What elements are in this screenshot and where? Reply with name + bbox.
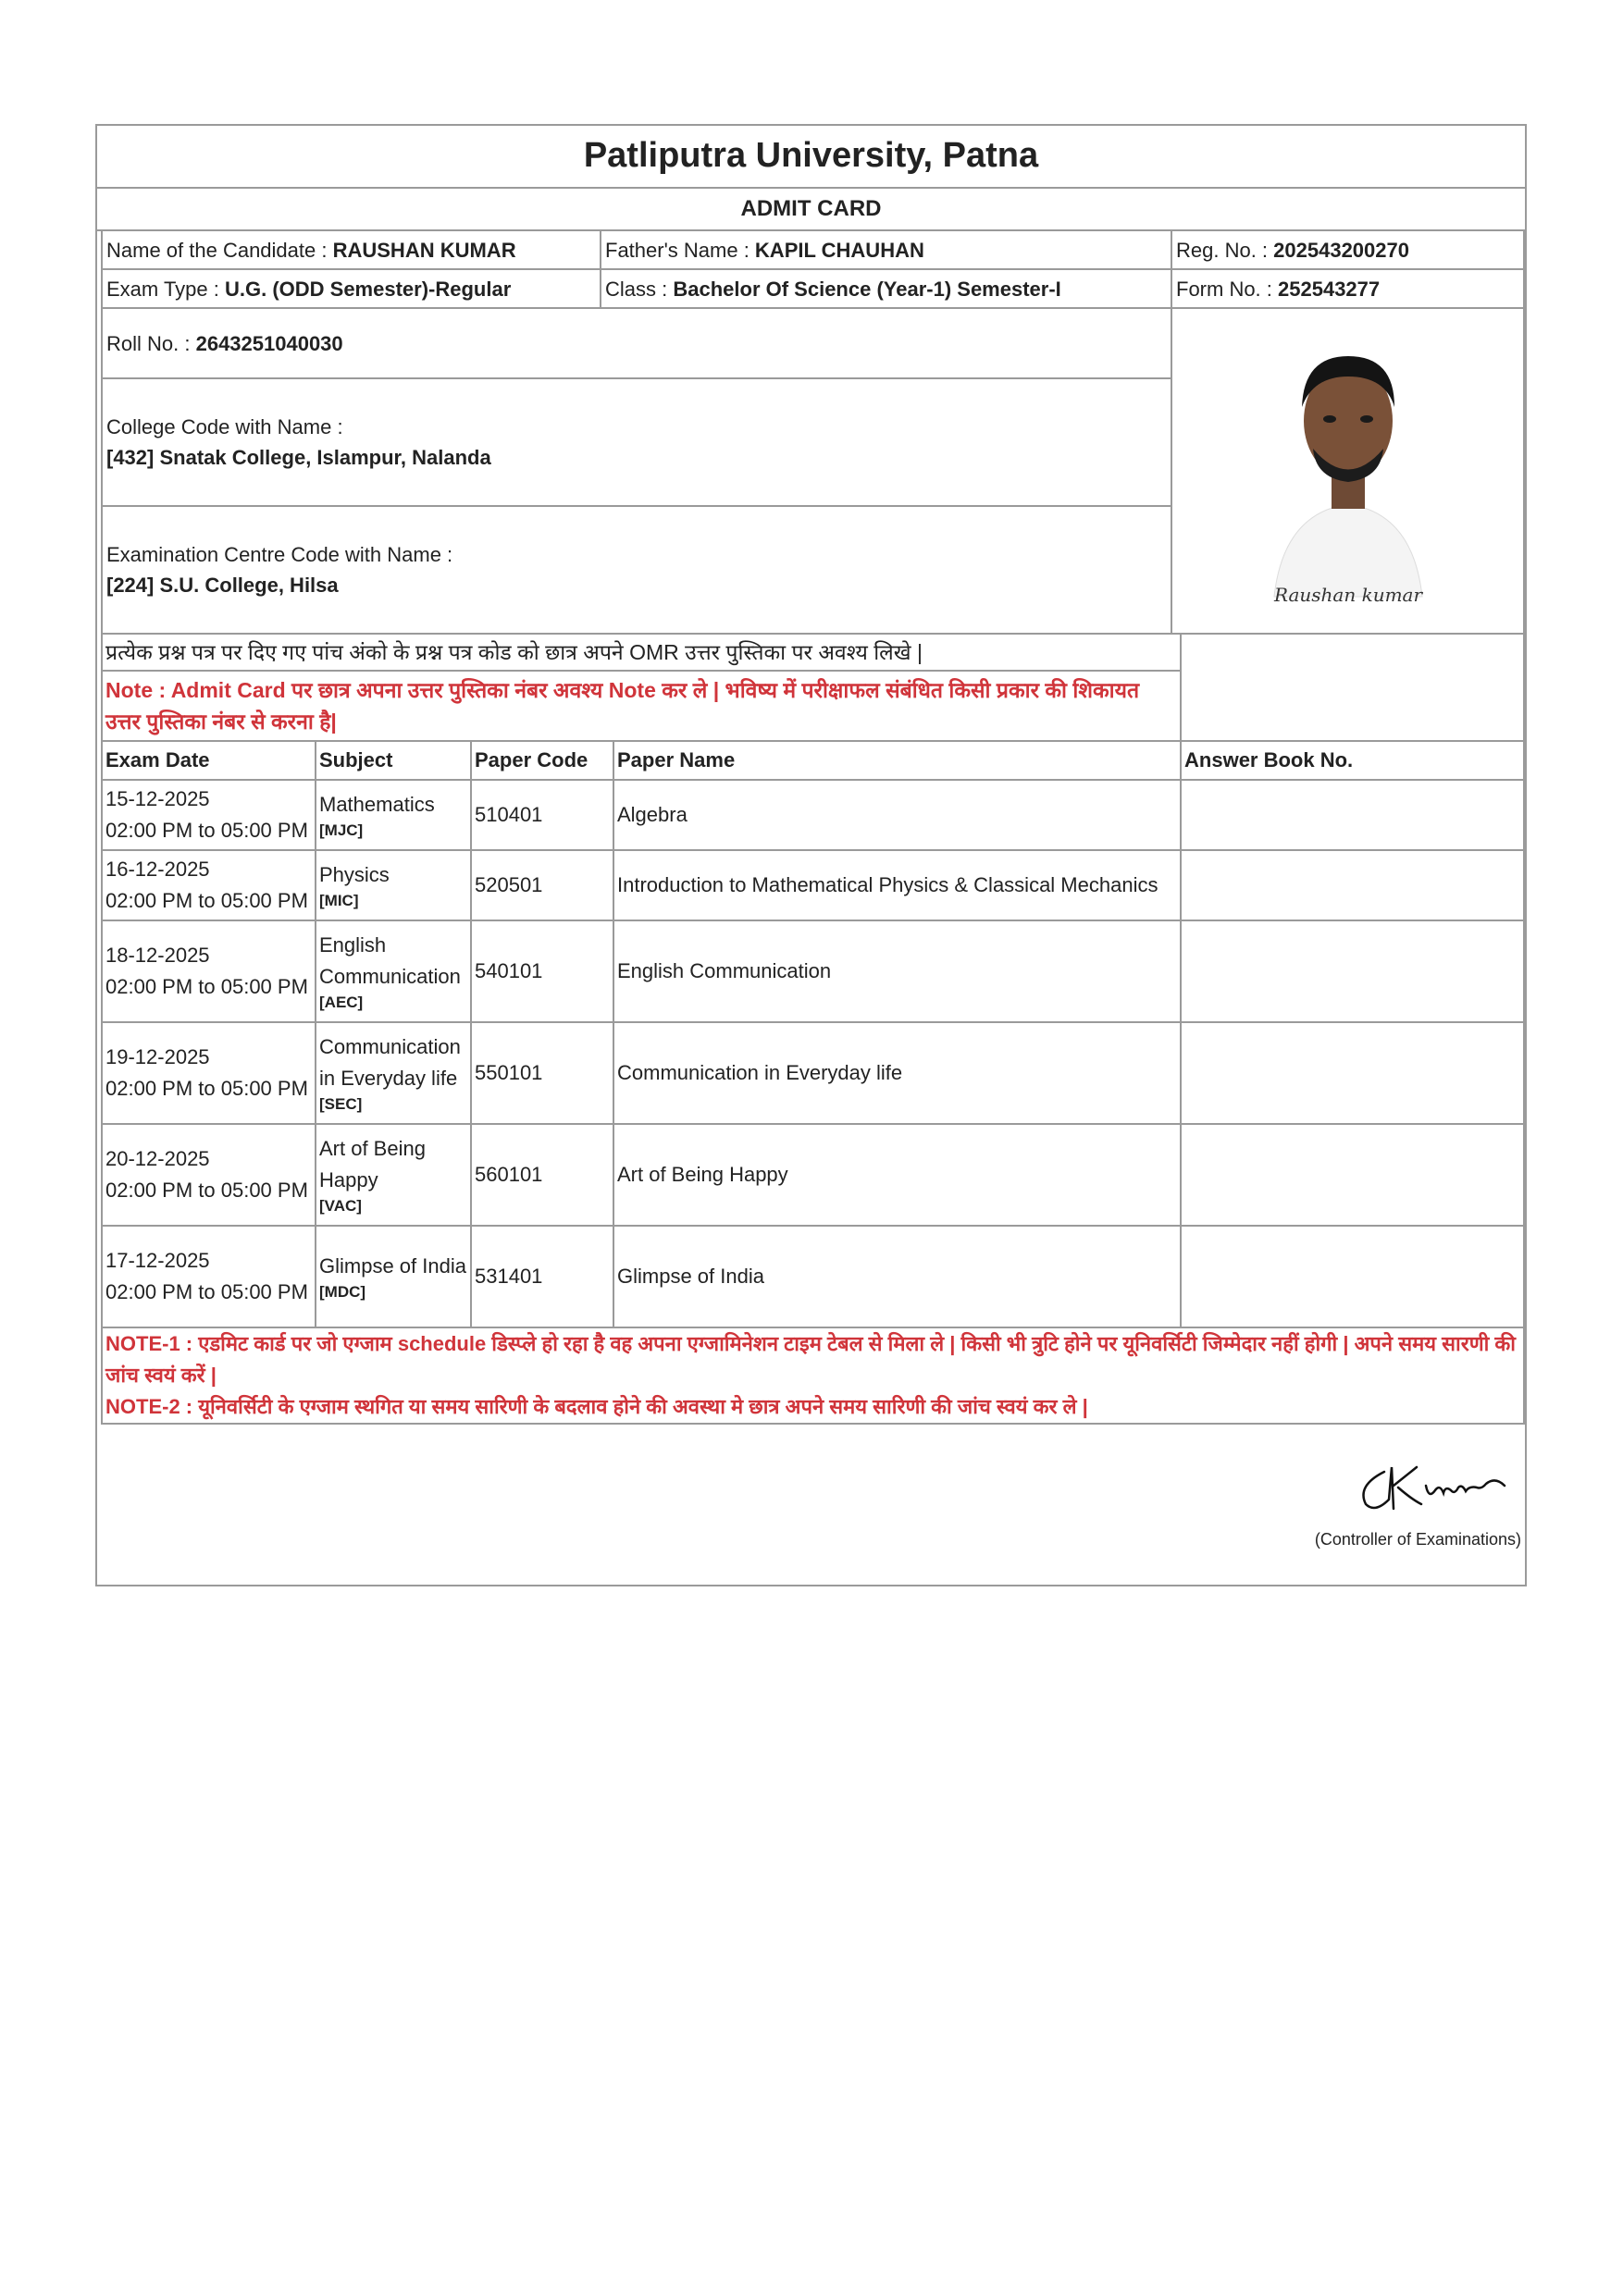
notes-cell — [102, 1327, 1524, 1424]
table-row — [102, 1022, 1524, 1124]
subject-cell — [316, 1226, 471, 1327]
exam-date: 17-12-2025 — [105, 1249, 210, 1272]
answer-book-note: Note : Admit Card पर छात्र अपना उत्तर पुस्तिका नंबर अवश्य Note कर ले | भविष्य में परीक्षाफल संबंधित किसी प्रकार की शिकायत उत्तर पुस्तिका नंबर से करना है| — [102, 671, 1181, 741]
candidate-name: RAUSHAN KUMAR — [332, 238, 516, 262]
exam-time: 02:00 PM to 05:00 PM — [105, 889, 308, 912]
candidate-details — [101, 229, 1523, 635]
subject-tag: [AEC] — [319, 994, 364, 1011]
college-name: [432] Snatak College, Islampur, Nalanda — [106, 446, 491, 469]
paper-code: 560101 — [471, 1124, 613, 1226]
exam-date-cell — [102, 920, 316, 1022]
paper-code: 510401 — [471, 780, 613, 850]
paper-name: Art of Being Happy — [613, 1124, 1181, 1226]
admit-card — [95, 124, 1527, 1586]
table-row — [102, 1226, 1524, 1327]
table-row — [102, 780, 1524, 850]
table-row — [102, 850, 1524, 920]
exam-time: 02:00 PM to 05:00 PM — [105, 1280, 308, 1303]
exam-date-cell — [102, 1124, 316, 1226]
roll-no: 2643251040030 — [195, 331, 343, 355]
paper-name: Algebra — [613, 780, 1181, 850]
candidate-name-cell — [102, 230, 601, 269]
answer-book-cell — [1181, 780, 1524, 850]
subject-cell — [316, 920, 471, 1022]
exam-date: 18-12-2025 — [105, 944, 210, 967]
note-1: NOTE-1 : एडमिट कार्ड पर जो एग्जाम schedule डिस्प्ले हो रहा है वह अपना एग्जामिनेशन टाइम टेबल से मिला ले | किसी भी त्रुटि होने पर यूनिवर्सिटी जिम्मेदार नहीं होगी | अपने समय सारणी की जांच स्वयं करें | — [105, 1332, 1517, 1387]
subject-cell — [316, 850, 471, 920]
note-2: NOTE-2 : यूनिवर्सिटी के एग्जाम स्थगित या समय सारिणी के बदलाव होने की अवस्था मे छात्र अपने समय सारिणी की जांच स्वयं कर ले | — [105, 1395, 1088, 1418]
controller-signature — [1244, 1449, 1521, 1569]
subject-name: Art of Being Happy — [319, 1137, 426, 1191]
form-no-label: Form No. : — [1176, 277, 1279, 301]
exam-type-label: Exam Type : — [106, 277, 225, 301]
class-value: Bachelor Of Science (Year-1) Semester-I — [673, 277, 1061, 301]
exam-date-cell — [102, 1226, 316, 1327]
subject-name: Glimpse of India — [319, 1254, 466, 1278]
exam-time: 02:00 PM to 05:00 PM — [105, 1077, 308, 1100]
form-no-cell — [1171, 269, 1524, 308]
subject-name: Communication in Everyday life — [319, 1035, 461, 1090]
father-name-label: Father's Name : — [605, 238, 755, 262]
exam-date-cell — [102, 1022, 316, 1124]
form-no: 252543277 — [1278, 277, 1381, 301]
exam-date: 19-12-2025 — [105, 1045, 210, 1068]
university-title: Patliputra University, Patna — [97, 126, 1525, 189]
exam-type-cell — [102, 269, 601, 308]
centre-name: [224] S.U. College, Hilsa — [106, 574, 339, 597]
exam-type: U.G. (ODD Semester)-Regular — [224, 277, 512, 301]
answer-book-cell — [1181, 1022, 1524, 1124]
reg-no-label: Reg. No. : — [1176, 238, 1274, 262]
centre-cell — [102, 506, 1171, 634]
paper-code: 531401 — [471, 1226, 613, 1327]
subject-name: Mathematics — [319, 793, 435, 816]
photo-cell — [1171, 308, 1524, 634]
subject-tag: [MDC] — [319, 1283, 366, 1301]
table-row — [102, 920, 1524, 1022]
schedule-header-row — [102, 741, 1524, 780]
father-name: KAPIL CHAUHAN — [754, 238, 924, 262]
subject-cell — [316, 780, 471, 850]
roll-no-label: Roll No. : — [106, 331, 196, 355]
father-name-cell — [601, 230, 1171, 269]
answer-book-cell — [1181, 1226, 1524, 1327]
class-cell — [601, 269, 1171, 308]
candidate-name-label: Name of the Candidate : — [106, 238, 333, 262]
paper-name: Introduction to Mathematical Physics & Classical Mechanics — [613, 850, 1181, 920]
header-paper-code: Paper Code — [471, 741, 613, 780]
exam-date: 16-12-2025 — [105, 858, 210, 881]
exam-date: 15-12-2025 — [105, 787, 210, 810]
omr-instruction: प्रत्येक प्रश्न पत्र पर दिए गए पांच अंको के प्रश्न पत्र कोड को छात्र अपने OMR उत्तर पुस्तिका पर अवश्य लिखे | — [102, 634, 1181, 671]
college-cell — [102, 378, 1171, 506]
reg-no: 202543200270 — [1273, 238, 1409, 262]
exam-date-cell — [102, 780, 316, 850]
document-title: ADMIT CARD — [97, 189, 1525, 231]
header-exam-date: Exam Date — [102, 741, 316, 780]
header-answer-book: Answer Book No. — [1181, 741, 1524, 780]
schedule-section — [101, 633, 1523, 1425]
photo-signature-text: Raushan kumar — [1273, 583, 1422, 606]
paper-name: English Communication — [613, 920, 1181, 1022]
subject-tag: [SEC] — [319, 1095, 363, 1113]
subject-tag: [MIC] — [319, 892, 359, 909]
subject-name: Physics — [319, 863, 390, 886]
answer-book-cell — [1181, 1124, 1524, 1226]
centre-label: Examination Centre Code with Name : — [106, 543, 453, 566]
exam-date: 20-12-2025 — [105, 1147, 210, 1170]
subject-tag: [MJC] — [319, 821, 364, 839]
subject-cell — [316, 1124, 471, 1226]
candidate-table — [101, 229, 1525, 635]
instruction-blank-cell — [1181, 634, 1524, 741]
paper-name: Communication in Everyday life — [613, 1022, 1181, 1124]
roll-no-cell — [102, 308, 1171, 378]
answer-book-cell — [1181, 850, 1524, 920]
exam-time: 02:00 PM to 05:00 PM — [105, 975, 308, 998]
answer-book-cell — [1181, 920, 1524, 1022]
signature-image — [1347, 1449, 1514, 1523]
subject-cell — [316, 1022, 471, 1124]
exam-date-cell — [102, 850, 316, 920]
exam-time: 02:00 PM to 05:00 PM — [105, 1179, 308, 1202]
reg-no-cell — [1171, 230, 1524, 269]
paper-name: Glimpse of India — [613, 1226, 1181, 1327]
header-subject: Subject — [316, 741, 471, 780]
subject-tag: [VAC] — [319, 1197, 362, 1215]
controller-label: (Controller of Examinations) — [1314, 1530, 1521, 1549]
candidate-photo — [1246, 319, 1450, 615]
paper-code: 550101 — [471, 1022, 613, 1124]
college-label: College Code with Name : — [106, 415, 343, 438]
exam-time: 02:00 PM to 05:00 PM — [105, 819, 308, 842]
notes-row — [102, 1327, 1524, 1424]
class-label: Class : — [605, 277, 674, 301]
paper-code: 520501 — [471, 850, 613, 920]
paper-code: 540101 — [471, 920, 613, 1022]
header-paper-name: Paper Name — [613, 741, 1181, 780]
table-row — [102, 1124, 1524, 1226]
subject-name: English Communication — [319, 933, 461, 988]
schedule-table — [101, 633, 1525, 1425]
